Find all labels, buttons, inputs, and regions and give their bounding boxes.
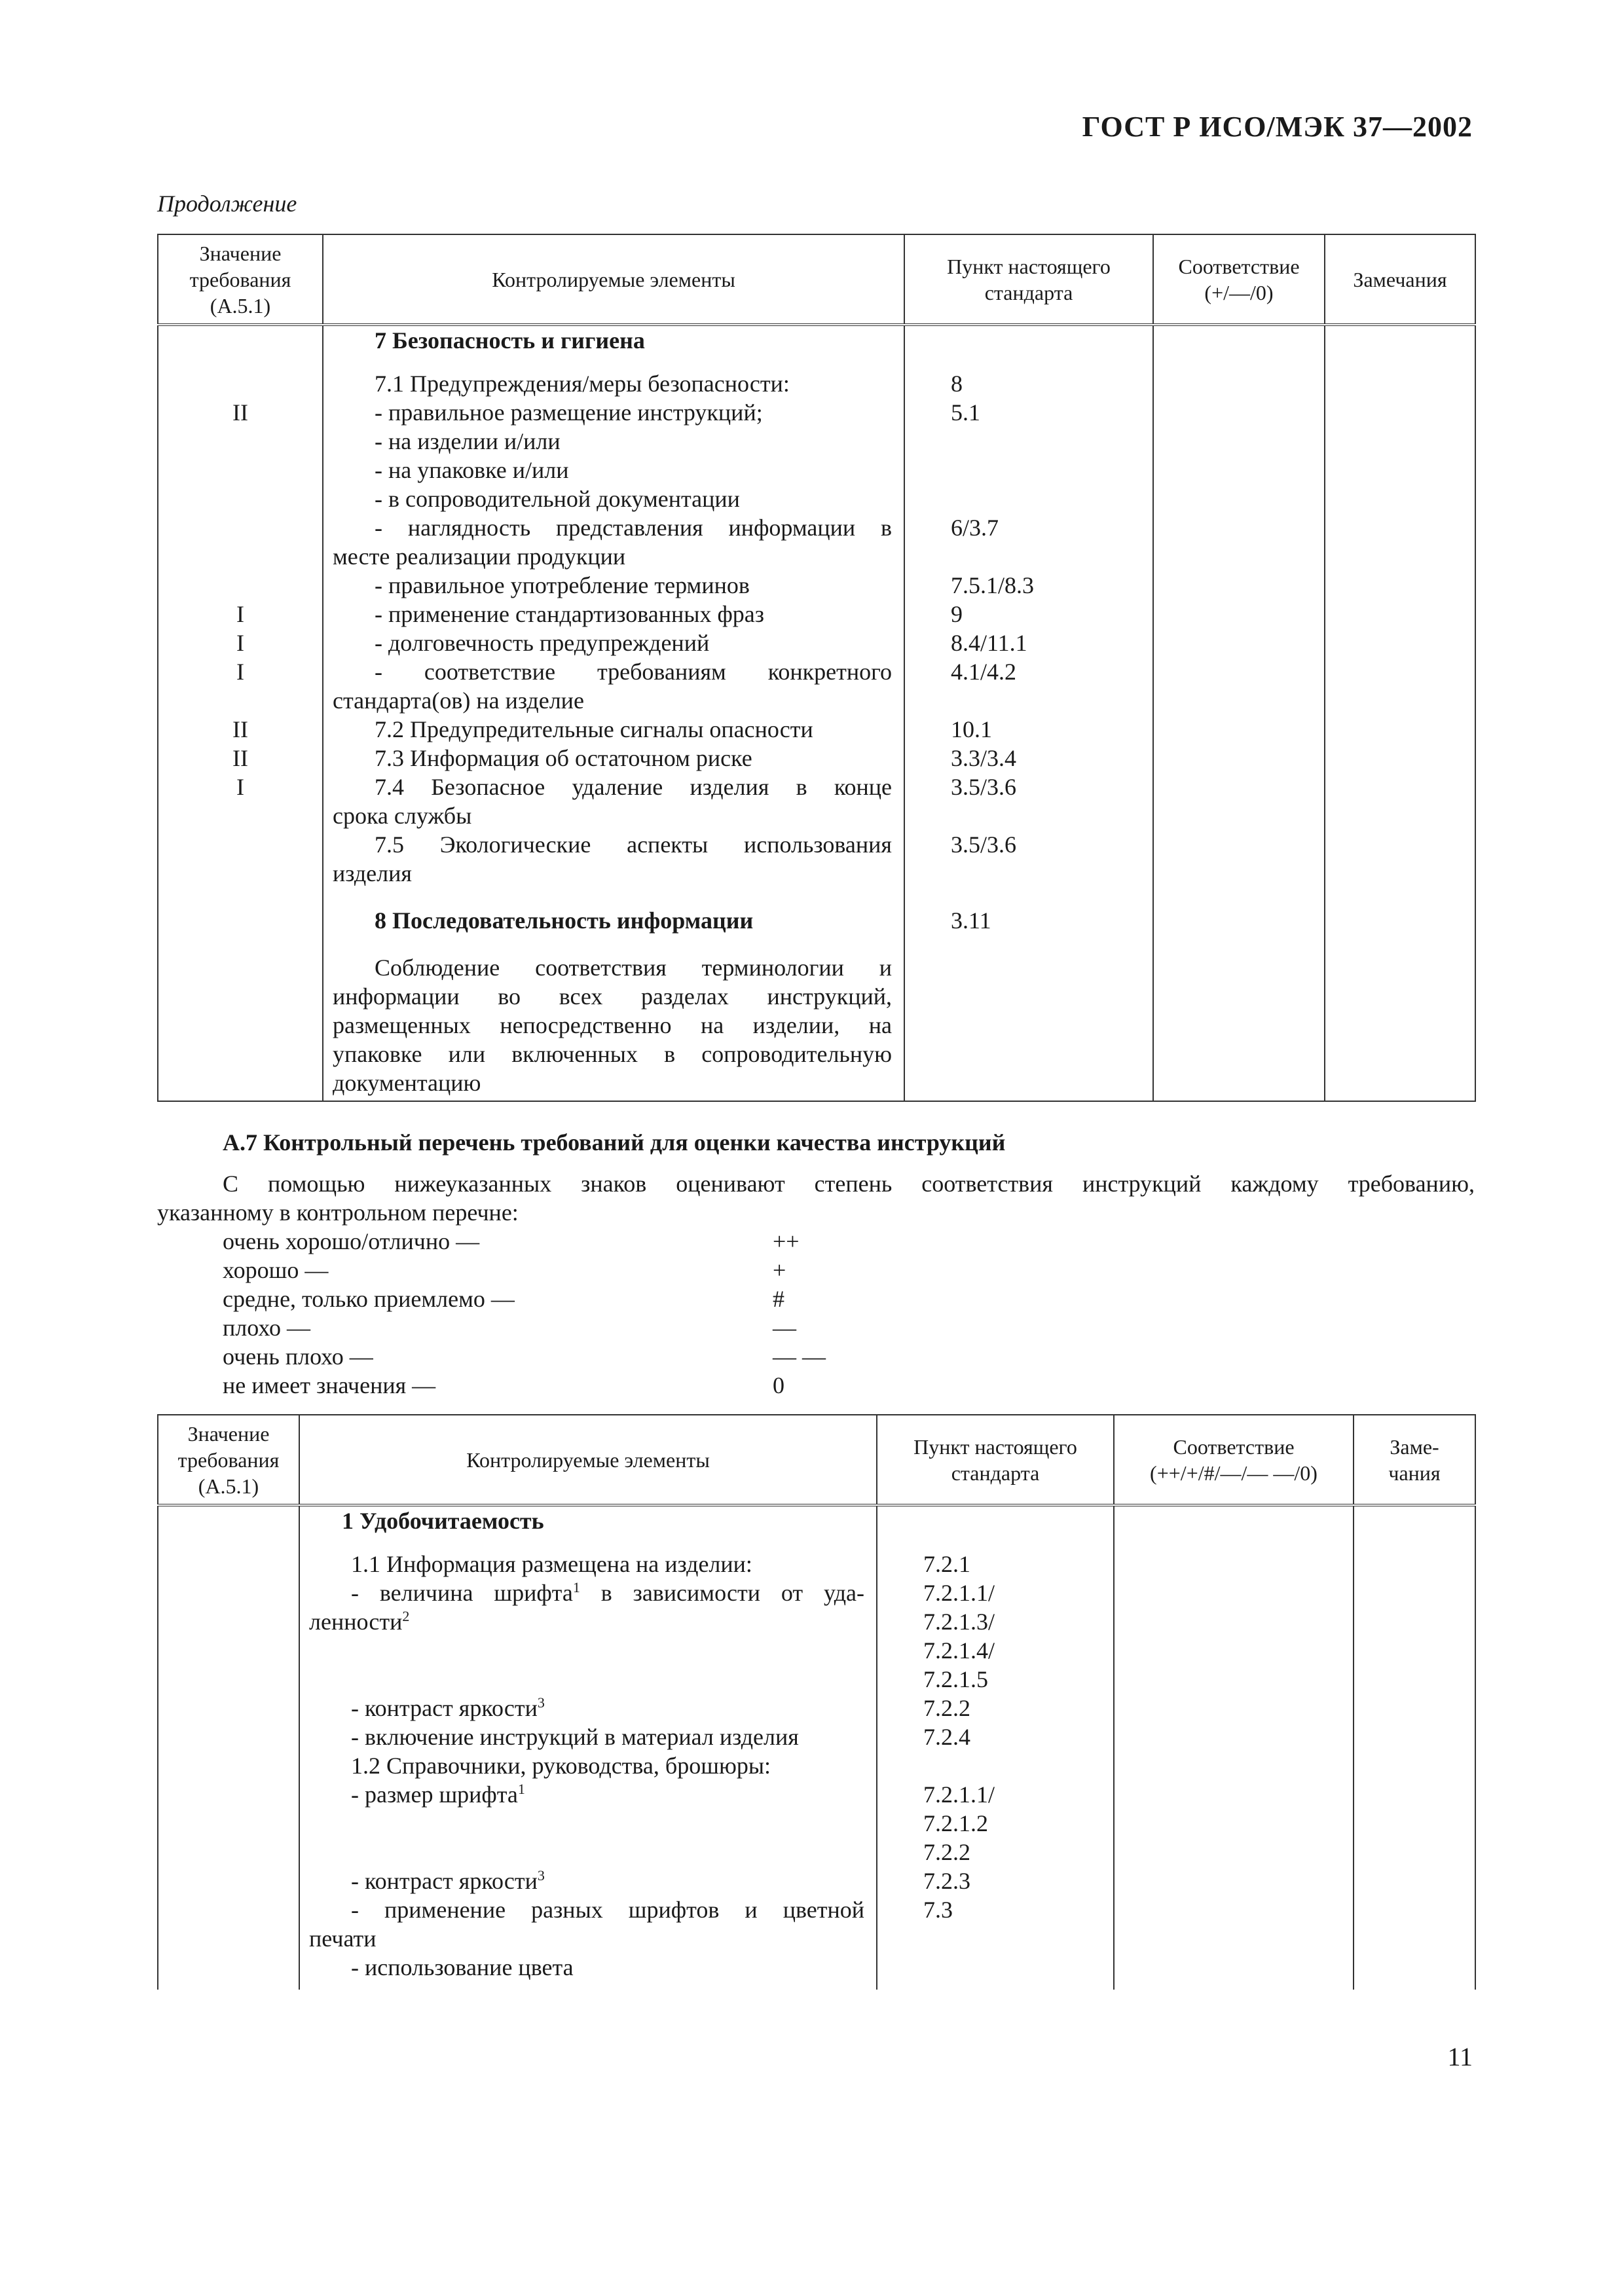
controlled-element-line: 7.1 Предупреждения/меры безопасности: — [375, 371, 790, 397]
grade-symbol: # — [773, 1286, 784, 1312]
section-8-title: 8 Последовательность информации — [375, 907, 754, 934]
continuation-label: Продолжение — [157, 191, 297, 217]
section-8-ref: 3.11 — [951, 907, 991, 934]
compliance-column — [1114, 1505, 1354, 1990]
grade-row — [223, 1256, 877, 1285]
controlled-element-line: срока службы — [333, 803, 472, 829]
clause-ref — [905, 859, 1152, 888]
requirement-value: II — [232, 716, 248, 742]
controlled-element-line: - использование цвета — [351, 1954, 574, 1980]
controlled-element-line: - на упаковке и/или — [375, 457, 569, 483]
clause-ref — [877, 1751, 1113, 1780]
value-column — [158, 1505, 299, 1990]
page-number: 11 — [1447, 2042, 1473, 2071]
clause-ref: 7.2.1.1/ — [923, 1580, 995, 1606]
elements-column — [323, 325, 904, 1101]
requirement-value — [158, 830, 322, 859]
controlled-element-line — [300, 1838, 876, 1867]
grade-label: плохо — — [223, 1315, 310, 1341]
clause-ref: 7.2.4 — [923, 1724, 970, 1750]
controlled-element-line: - правильное размещение инструкций; — [375, 399, 763, 426]
col-header-elements: Контролируемые элементы — [323, 234, 904, 325]
grade-label: не имеет значения — — [223, 1372, 436, 1398]
controlled-element-line: - контраст яркости$^3$ — [351, 1867, 545, 1894]
controlled-element-line: 7.5 Экологические аспекты использования — [375, 831, 892, 858]
requirement-value — [158, 542, 322, 571]
clause-ref: 3.3/3.4 — [951, 745, 1017, 771]
grade-symbol: — — — [773, 1343, 826, 1370]
clause-ref: 3.5/3.6 — [951, 831, 1017, 858]
controlled-element-line: печати — [309, 1925, 377, 1952]
clause-ref: 10.1 — [951, 716, 992, 742]
intro-paragraph-line2: указанному в контрольном перечне: — [157, 1199, 519, 1226]
section-a7-title: А.7 Контрольный перечень требований для оценки качества инструкций — [223, 1129, 1006, 1156]
controlled-element-line — [300, 1809, 876, 1838]
controlled-element-line — [300, 1636, 876, 1665]
grade-row — [223, 1342, 877, 1371]
controlled-element-line: - в сопроводительной документации — [375, 486, 740, 512]
clause-ref: 7.2.1 — [923, 1551, 970, 1577]
clause-ref — [905, 801, 1152, 830]
checklist-table-1 — [157, 234, 1476, 1102]
grade-row — [223, 1227, 877, 1256]
controlled-element-line: 1.2 Справочники, руководства, брошюры: — [351, 1753, 771, 1779]
remarks-column — [1325, 325, 1475, 1101]
clause-ref: 7.2.1.2 — [923, 1810, 988, 1836]
requirement-value: I — [236, 659, 244, 685]
grade-label: очень плохо — — [223, 1343, 373, 1370]
grade-symbol: — — [773, 1315, 796, 1341]
controlled-element-line: ленности$^2$ — [309, 1608, 410, 1635]
clause-ref: 7.2.1.3/ — [923, 1609, 995, 1635]
clause-ref: 7.2.3 — [923, 1868, 970, 1894]
requirement-value — [158, 427, 322, 456]
section-8-text-line: Соблюдение соответствия терминологии и — [375, 955, 892, 981]
clause-ref: 7.2.1.5 — [923, 1666, 988, 1692]
section-8-text-line: упаковке или включенных в сопроводительную — [333, 1041, 892, 1067]
requirement-value — [158, 513, 322, 542]
controlled-element-line: - размер шрифта$^1$ — [351, 1781, 525, 1808]
elements-column — [299, 1505, 877, 1990]
requirement-value — [158, 456, 322, 484]
section-8-text-line: документацию — [333, 1070, 481, 1096]
value-column — [158, 325, 323, 1101]
clause-ref: 7.2.2 — [923, 1695, 970, 1721]
footnote-marker: 1 — [517, 1781, 525, 1797]
section-8-text-line: информации во всех разделах инструкций, — [333, 983, 892, 1010]
clause-ref: 3.5/3.6 — [951, 774, 1017, 800]
clause-ref: 7.3 — [923, 1897, 953, 1923]
controlled-element-line: - на изделии и/или — [375, 428, 561, 454]
clause-ref: 5.1 — [951, 399, 980, 426]
requirement-value: I — [236, 774, 244, 800]
col-header-value: Значение требования (А.5.1) — [158, 1415, 299, 1505]
col-header-clause: Пункт настоящего стандарта — [904, 234, 1153, 325]
section-7-title: 7 Безопасность и гигиена — [375, 327, 645, 354]
footnote-marker: 1 — [572, 1579, 580, 1595]
section-1-title: 1 Удобочитаемость — [342, 1508, 544, 1534]
grade-symbol: 0 — [773, 1372, 784, 1398]
table-body-row — [158, 1505, 1475, 1990]
clause-ref: 7.2.2 — [923, 1839, 970, 1865]
table-header-row — [158, 1415, 1475, 1505]
footnote-marker: 2 — [402, 1608, 410, 1624]
clause-ref — [905, 542, 1152, 571]
grade-symbol: ++ — [773, 1228, 800, 1254]
controlled-element-line: - долговечность предупреждений — [375, 630, 710, 656]
clause-column — [877, 1505, 1114, 1990]
clause-ref: 4.1/4.2 — [951, 659, 1017, 685]
requirement-value — [158, 686, 322, 715]
controlled-element-line: стандарта(ов) на изделие — [333, 687, 584, 714]
clause-ref: 7.2.1.4/ — [923, 1637, 995, 1664]
controlled-element-line: - соответствие требованиям конкретного — [375, 659, 892, 685]
compliance-column — [1153, 325, 1325, 1101]
clause-ref: 8.4/11.1 — [951, 630, 1027, 656]
grade-label: средне, только приемлемо — — [223, 1286, 515, 1312]
grade-row — [223, 1313, 877, 1342]
requirement-value — [158, 484, 322, 513]
remarks-column — [1354, 1505, 1475, 1990]
controlled-element-line: - контраст яркости$^3$ — [351, 1694, 545, 1721]
grade-row — [223, 1285, 877, 1313]
col-header-remarks: Заме- чания — [1354, 1415, 1475, 1505]
clause-ref: 7.5.1/8.3 — [951, 572, 1035, 598]
clause-ref: 8 — [951, 371, 963, 397]
document-title: ГОСТ Р ИСО/МЭК 37—2002 — [1082, 111, 1473, 143]
controlled-element-line: 7.2 Предупредительные сигналы опасности — [375, 716, 813, 742]
clause-ref — [905, 456, 1152, 484]
footnote-marker: 3 — [537, 1694, 545, 1711]
requirement-value — [158, 801, 322, 830]
clause-ref — [905, 484, 1152, 513]
col-header-elements: Контролируемые элементы — [299, 1415, 877, 1505]
controlled-element-line: месте реализации продукции — [333, 543, 626, 570]
clause-column — [904, 325, 1153, 1101]
controlled-element-line — [300, 1665, 876, 1694]
col-header-clause: Пункт настоящего стандарта — [877, 1415, 1114, 1505]
checklist-table-2 — [157, 1414, 1476, 1990]
grade-row — [223, 1371, 877, 1400]
requirement-value: I — [236, 601, 244, 627]
grade-legend — [223, 1227, 877, 1400]
controlled-element-line: - применение стандартизованных фраз — [375, 601, 765, 627]
requirement-value: II — [232, 399, 248, 426]
intro-paragraph-line1: С помощью нижеуказанных знаков оценивают степень соответствия инструкций каждому требованию, — [223, 1171, 1475, 1197]
clause-ref: 7.2.1.1/ — [923, 1781, 995, 1808]
requirement-value: II — [232, 745, 248, 771]
col-header-compliance: Соответствие (+/—/0) — [1153, 234, 1325, 325]
controlled-element-line: 7.4 Безопасное удаление изделия в конце — [375, 774, 892, 800]
clause-ref: 9 — [951, 601, 963, 627]
controlled-element-line: - включение инструкций в материал изделия — [351, 1724, 799, 1750]
requirement-value — [158, 859, 322, 888]
section-8-text-line: размещенных непосредственно на изделии, на — [333, 1012, 892, 1038]
table-header-row — [158, 234, 1475, 325]
clause-ref: 6/3.7 — [951, 515, 999, 541]
controlled-element-line: - правильное употребление терминов — [375, 572, 750, 598]
col-header-compliance: Соответствие (++/+/#/—/— —/0) — [1114, 1415, 1354, 1505]
grade-symbol: + — [773, 1257, 786, 1283]
clause-ref — [877, 1953, 1113, 1982]
controlled-element-line: - величина шрифта$^1$ в зависимости от уда- — [351, 1579, 864, 1606]
col-header-value: Значение требования (А.5.1) — [158, 234, 323, 325]
clause-ref — [877, 1924, 1113, 1953]
requirement-value — [158, 571, 322, 600]
table-body-row — [158, 325, 1475, 1101]
controlled-element-line: - наглядность представления информации в — [375, 515, 892, 541]
controlled-element-line: 7.3 Информация об остаточном риске — [375, 745, 752, 771]
footnote-marker: 3 — [537, 1867, 545, 1884]
clause-ref — [905, 686, 1152, 715]
requirement-value — [158, 369, 322, 398]
controlled-element-line: 1.1 Информация размещена на изделии: — [351, 1551, 752, 1577]
controlled-element-line: изделия — [333, 860, 412, 886]
clause-ref — [905, 427, 1152, 456]
grade-label: очень хорошо/отлично — — [223, 1228, 480, 1254]
col-header-remarks: Замечания — [1325, 234, 1475, 325]
requirement-value: I — [236, 630, 244, 656]
controlled-element-line: - применение разных шрифтов и цветной — [351, 1897, 864, 1923]
grade-label: хорошо — — [223, 1257, 329, 1283]
